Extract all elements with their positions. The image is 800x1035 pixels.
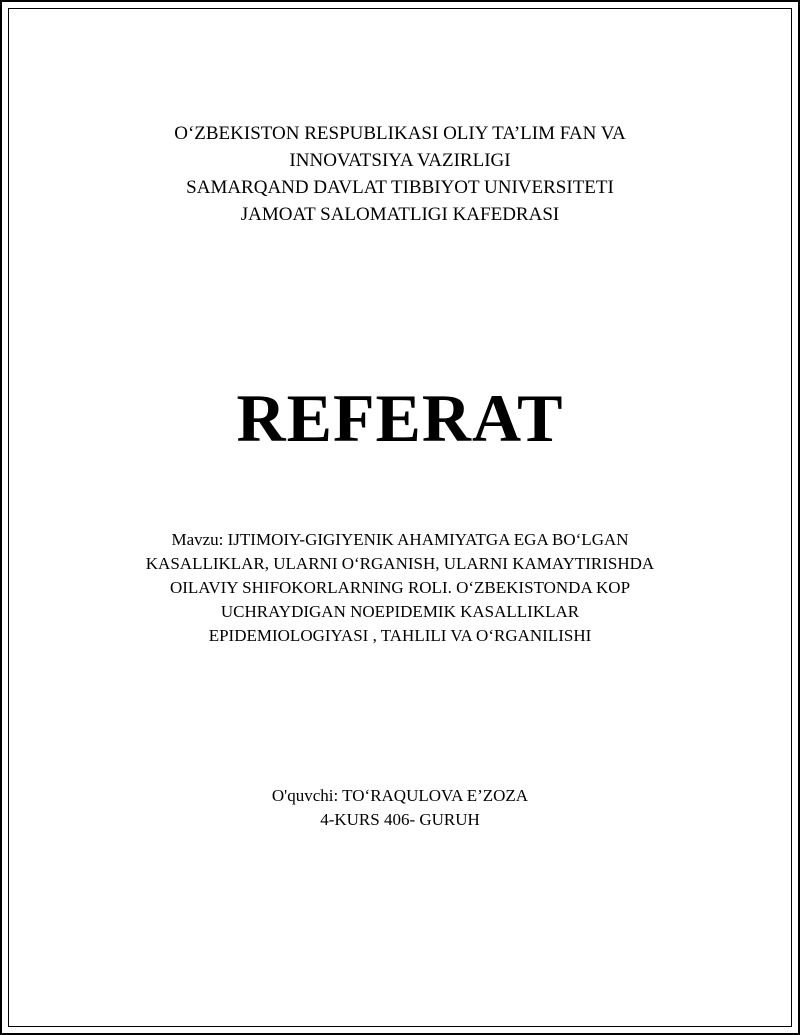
topic-line: KASALLIKLAR, ULARNI O‘RGANISH, ULARNI KAMAYTIRISHDA	[145, 554, 655, 573]
topic-line: Mavzu: IJTIMOIY-GIGIYENIK AHAMIYATGA EGA BO‘LGAN	[171, 530, 629, 549]
header-line-ministry: O‘ZBEKISTON RESPUBLIKASI OLIY TA’LIM FAN VA	[174, 123, 626, 144]
student-group: 4-KURS 406- GURUH	[320, 810, 480, 829]
topic-block	[100, 528, 700, 648]
topic-line: UCHRAYDIGAN NOEPIDEMIK KASALLIKLAR	[220, 602, 580, 621]
student-info	[0, 784, 800, 832]
topic-line: OILAVIY SHIFOKORLARNING ROLI. O‘ZBEKISTONDA KOP	[169, 578, 631, 597]
header-line-university: SAMARQAND DAVLAT TIBBIYOT UNIVERSITETI	[186, 177, 614, 198]
header-line-ministry-cont: INNOVATSIYA VAZIRLIGI	[289, 150, 511, 171]
institution-header	[0, 120, 800, 228]
topic-line: EPIDEMIOLOGIYASI , TAHLILI VA O‘RGANILISHI	[208, 626, 592, 645]
document-title: REFERAT	[236, 380, 564, 456]
student-name: O'quvchi: TO‘RAQULOVA E’ZOZA	[271, 786, 529, 805]
header-line-department: JAMOAT SALOMATLIGI KAFEDRASI	[240, 204, 560, 225]
